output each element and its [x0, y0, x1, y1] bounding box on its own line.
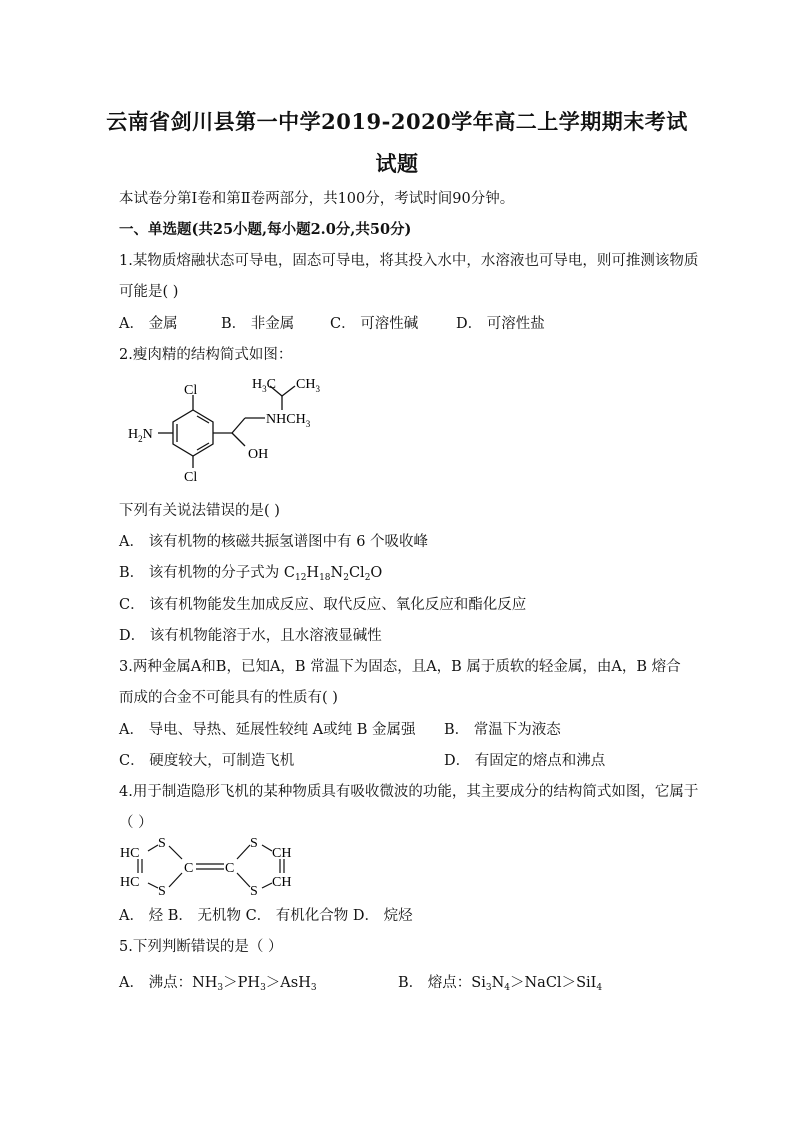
document-title-continued: 试题 [375, 151, 419, 176]
cl-top-label: Cl [184, 383, 198, 398]
ch-bottom-label: CH [272, 875, 292, 890]
q4-stem: 4.用于制造隐形飞机的某种物质具有吸收微波的功能，其主要成分的结构简式如图，它属于 [119, 784, 699, 800]
s-label-3: S [250, 836, 258, 851]
cl-bottom-label: Cl [184, 470, 198, 485]
q1-option-b: B． 非金属 [221, 316, 295, 332]
q1-option-a: A． 金属 [119, 316, 178, 332]
q1-option-c: C． 可溶性碱 [330, 316, 419, 332]
q3-option-a: A． 导电、导热、延展性较纯 A或纯 B 金属强 [119, 722, 416, 738]
q3-option-d: D． 有固定的熔点和沸点 [444, 753, 606, 769]
q2-option-d: D． 该有机物能溶于水，且水溶液显碱性 [119, 628, 382, 644]
ttf-structure-figure [120, 833, 310, 897]
h3c-label: $H_3C$ [252, 377, 276, 394]
s-label-4: S [250, 884, 258, 897]
q2-stem: 2.瘦肉精的结构简式如图： [119, 347, 293, 363]
ttf-bonds [138, 845, 284, 888]
s-label-2: S [158, 884, 166, 897]
q1-stem: 1.某物质熔融状态可导电，固态可导电，将其投入水中，水溶液也可导电，则可推测该物质 [119, 253, 699, 269]
q1-option-d: D． 可溶性盐 [456, 316, 545, 332]
q4-options: A． 烃 B． 无机物 C． 有机化合物 D． 烷烃 [119, 908, 413, 924]
section-heading: 一、单选题(共25小题,每小题2.0分,共50分) [119, 221, 412, 238]
q5-stem: 5.下列判断错误的是（ ） [119, 939, 283, 955]
q2-option-b: B． 该有机物的分子式为 $C_{12}H_{18}N_2Cl_2O$ [119, 565, 383, 583]
q1-stem-continued: 可能是( ) [119, 284, 179, 300]
document-title: 云南省剑川县第一中学2019-2020学年高二上学期期末考试 [106, 109, 688, 134]
clenbuterol-structure-figure [120, 368, 340, 488]
c-label-1: C [184, 861, 194, 876]
exam-intro: 本试卷分第Ⅰ卷和第Ⅱ卷两部分，共100分，考试时间90分钟。 [119, 191, 515, 207]
h2n-label: $H_2N$ [128, 427, 153, 444]
q4-stem-continued: （ ） [119, 815, 153, 831]
q2-question: 下列有关说法错误的是( ) [119, 503, 280, 519]
q2-option-c: C． 该有机物能发生加成反应、取代反应、氧化反应和酯化反应 [119, 597, 527, 613]
q3-option-b: B． 常温下为液态 [444, 722, 561, 738]
s-label-1: S [158, 836, 166, 851]
c-label-2: C [225, 861, 235, 876]
hc-top-label: HC [120, 846, 140, 861]
ch3-top-label: $CH_3$ [296, 377, 320, 394]
q5-option-a: A． 沸点：$NH_3>PH_3>AsH_3$ [119, 975, 317, 993]
oh-label: OH [248, 447, 269, 462]
structure-bonds [158, 386, 295, 468]
hc-bottom-label: HC [120, 875, 140, 890]
q5-option-b: B． 熔点：$Si_3N_4>NaCl>SiI_4$ [398, 975, 603, 993]
q3-stem: 3.两种金属A和B，已知A，B 常温下为固态，且A，B 属于质软的轻金属，由A，B 熔合 [119, 659, 681, 675]
q3-option-c: C． 硬度较大，可制造飞机 [119, 753, 295, 769]
nh-ch3-label: $NHCH_3$ [266, 412, 311, 429]
ch-top-label: CH [272, 846, 292, 861]
q2-option-a: A． 该有机物的核磁共振氢谱图中有 6 个吸收峰 [119, 534, 429, 550]
q3-stem-continued: 而成的合金不可能具有的性质有( ) [119, 690, 338, 706]
